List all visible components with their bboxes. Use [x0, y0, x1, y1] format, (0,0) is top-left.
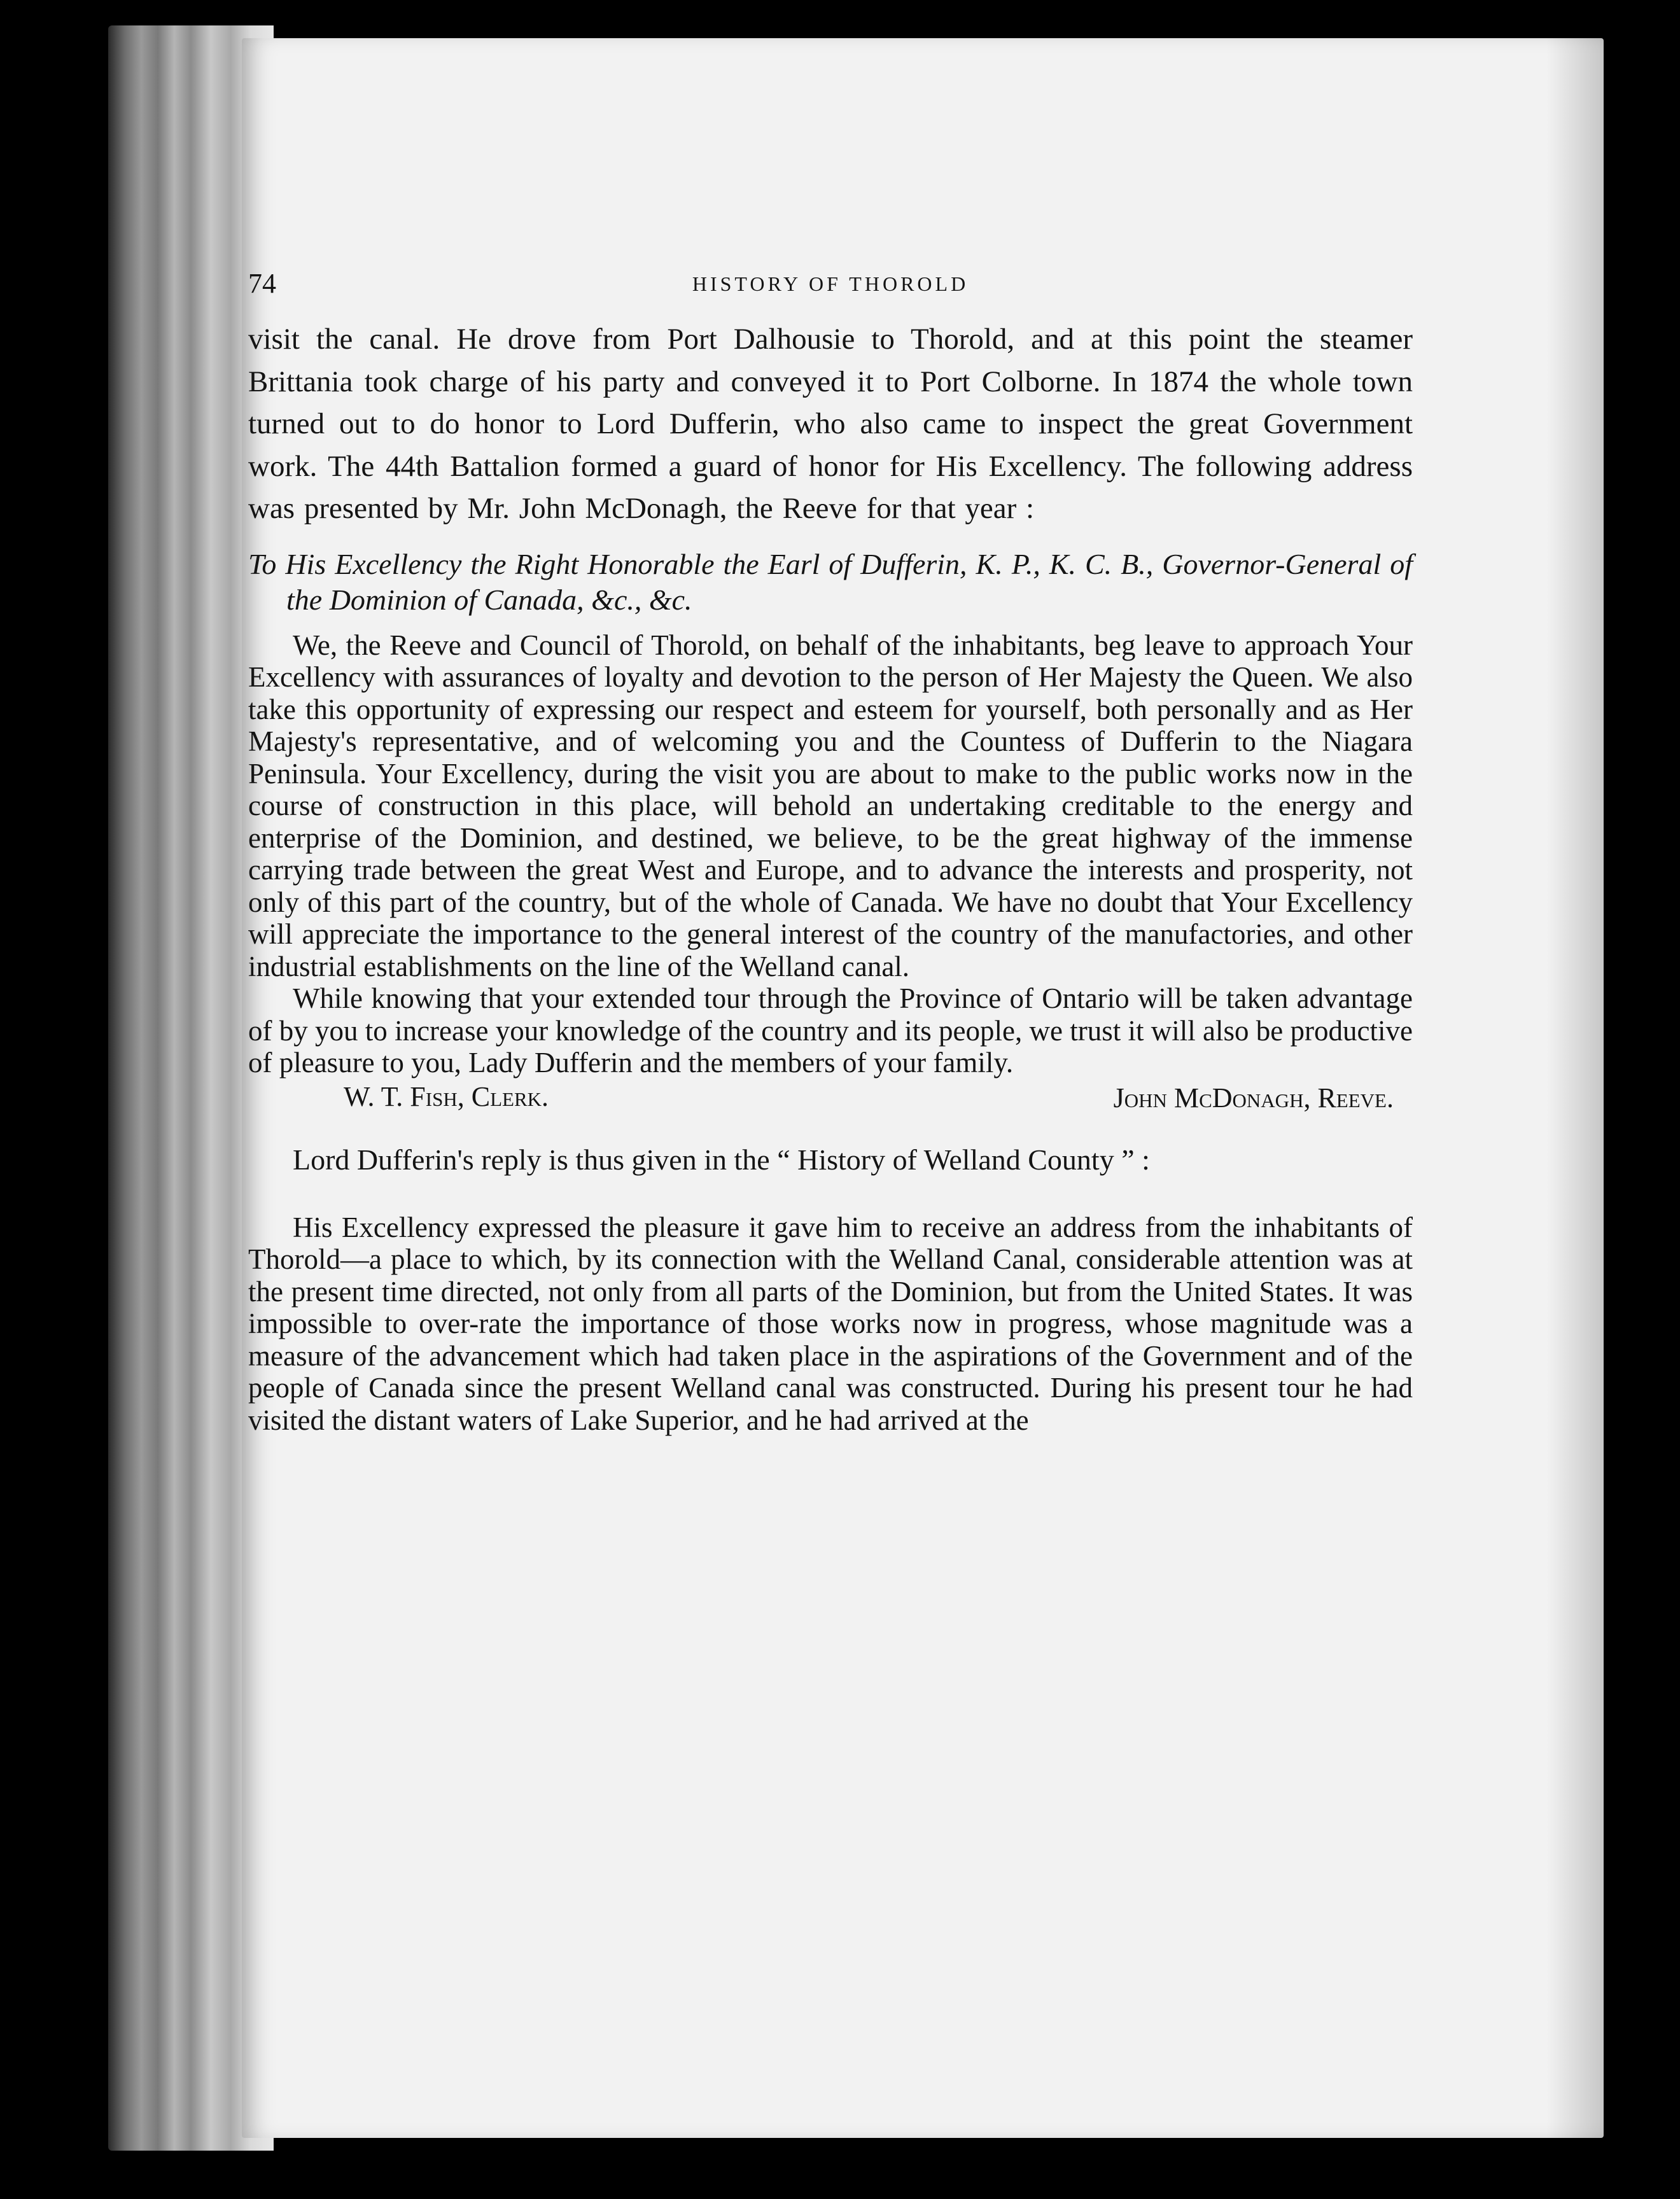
address-heading: To His Excellency the Right Honorable the Earl of Dufferin, K. P., K. C. B., Governor-General of the Dominion of Canada, &c., &c. [248, 547, 1413, 616]
clerk-signature: W. T. Fish, Clerk. [344, 1080, 549, 1112]
page-gutter-shadow [1546, 38, 1604, 2138]
running-head [248, 267, 1413, 312]
page-content [248, 267, 1413, 1436]
reeve-signature: John McDonagh, Reeve. [1113, 1082, 1394, 1113]
reply-intro: Lord Dufferin's reply is thus given in the “ History of Welland County ” : [293, 1143, 1150, 1176]
page-number: 74 [248, 268, 276, 299]
address-signatures [248, 1080, 1413, 1119]
lead-paragraph: visit the canal. He drove from Port Dalhousie to Thorold, and at this point the steamer Brittania took charge of his party and conveyed it to Port Colborne. In 1874 the whole town turned out to do honor to Lord Dufferin, who also came to inspect the great Government work. The 44th Battalion formed a guard of honor for His Excellency. The following address was presented by Mr. John McDonagh, the Reeve for that year : [248, 323, 1413, 525]
address-paragraph: We, the Reeve and Council of Thorold, on behalf of the inhabitants, beg leave to approach Your Excellency with assurances of loyalty and devotion to the person of Her Majesty the Queen. We also take this opportunity of expressing our respect and esteem for yourself, both personally and as Her Majesty's representative, and of welcoming you and the Countess of Dufferin to the Niagara Peninsula. Your Excellency, during the visit you are about to make to the public works now in the course of construction in this place, will behold an undertaking creditable to the energy and enterprise of the Dominion, and destined, we believe, to be the great highway of the immense carrying trade between the great West and Europe, and to advance the interests and prosperity, not only of this part of the country, but of the whole of Canada. We have no doubt that Your Excellency will appreciate the importance to the general interest of the country of the manufactories, and other industrial establishments on the line of the Welland canal. [248, 629, 1413, 982]
running-title: HISTORY OF THOROLD [692, 272, 969, 295]
reply-quote: His Excellency expressed the pleasure it gave him to receive an address from the inhabitants of Thorold—a place to which, by its connection with the Welland Canal, considerable attention was at the present time directed, not only from all parts of the Dominion, but from the United States. It was impossible to over-rate the importance of those works now in progress, whose magnitude was a measure of the advancement which had taken place in the aspirations of the Government and of the people of Canada since the present Welland canal was constructed. During his present tour he had visited the distant waters of Lake Superior, and he had arrived at the [248, 1211, 1413, 1436]
address-paragraph: While knowing that your extended tour through the Province of Ontario will be taken advantage of by you to increase your knowledge of the country and its people, we trust it will also be productive of pleasure to you, Lady Dufferin and the members of your family. [248, 982, 1413, 1079]
